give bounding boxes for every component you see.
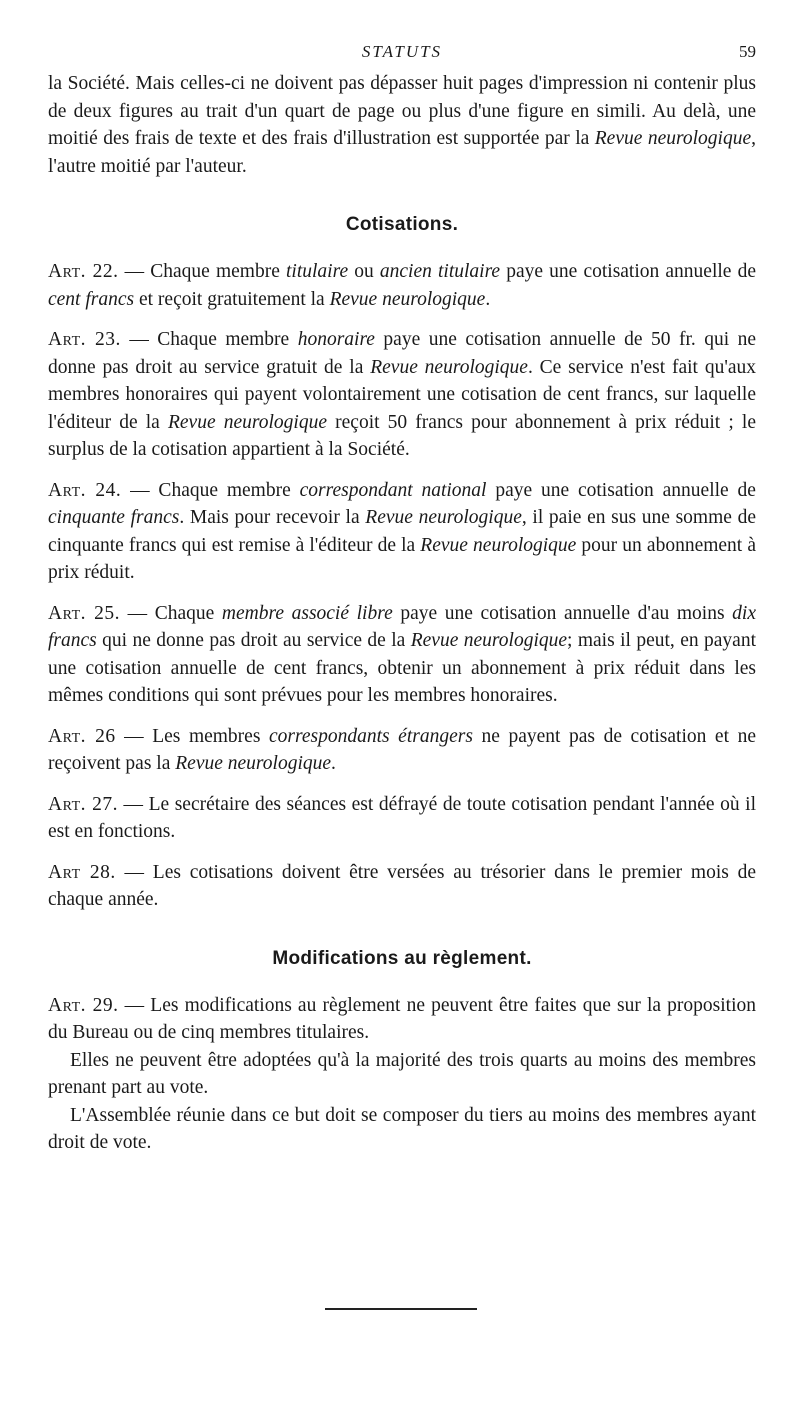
closing-rule (325, 1308, 477, 1310)
page (48, 38, 756, 1157)
article-26: Art. 26 — Les membres correspondants étrangers ne payent pas de cotisation et ne reçoivent pas la Revue neurologique. (48, 725, 756, 774)
article-29-paragraph-2: Elles ne peuvent être adoptées qu'à la majorité des trois quarts au moins des membres prenant part au vote. (48, 1049, 756, 1098)
article-29: Art. 29. — Les modifications au règlement ne peuvent être faites que sur la proposition du Bureau ou de cinq membres titulaires. (48, 994, 756, 1043)
article-23: Art. 23. — Chaque membre honoraire paye une cotisation annuelle de 50 fr. qui ne donne pas droit au service gratuit de la Revue neurologique. Ce service n'est fait qu'aux membres honoraires qui payent volontairement une cotisation de cent francs, sur laquelle l'éditeur de la Revue neurologique reçoit 50 francs pour abonnement à prix réduit ; le surplus de la cotisation appartient à la Société. (48, 329, 756, 460)
running-head (48, 38, 756, 68)
article-29-paragraph-3: L'Assemblée réunie dans ce but doit se composer du tiers au moins des membres ayant droit de vote. (48, 1104, 756, 1153)
article-27: Art. 27. — Le secrétaire des séances est défrayé de toute cotisation pendant l'année où il est en fonctions. (48, 793, 756, 842)
article-28: Art 28. — Les cotisations doivent être versées au trésorier dans le premier mois de chaque année. (48, 861, 757, 910)
page-number: 59 (739, 42, 756, 61)
article-22: Art. 22. — Chaque membre titulaire ou ancien titulaire paye une cotisation annuelle de cent francs et reçoit gratuitement la Revue neurologique. (48, 261, 756, 310)
section-heading-modifications: Modifications au règlement. (272, 947, 532, 969)
article-24: Art. 24. — Chaque membre correspondant national paye une cotisation annuelle de cinquante francs. Mais pour recevoir la Revue neurologique, il paie en sus une somme de cinquante francs qui est remise à l'éditeur de la Revue neurologique pour un abonnement à prix réduit. (48, 479, 757, 583)
intro-paragraph: la Société. Mais celles-ci ne doivent pas dépasser huit pages d'impression ni contenir plus de deux figures au trait d'un quart de page ou plus d'une figure en simili. Au delà, une moitié des frais de texte et des frais d'illustration est supportée par la Revue neurologique, l'autre moitié par l'auteur. (48, 73, 756, 177)
section-heading-cotisations: Cotisations. (345, 214, 459, 235)
running-title: STATUTS (361, 42, 443, 61)
article-25: Art. 25. — Chaque membre associé libre paye une cotisation annuelle d'au moins dix francs qui ne donne pas droit au service de la Revue neurologique; mais il peut, en payant une cotisation annuelle de cent francs, obtenir un abonnement à prix réduit dans les mêmes conditions qui sont prévues pour les membres honoraires. (48, 602, 756, 706)
